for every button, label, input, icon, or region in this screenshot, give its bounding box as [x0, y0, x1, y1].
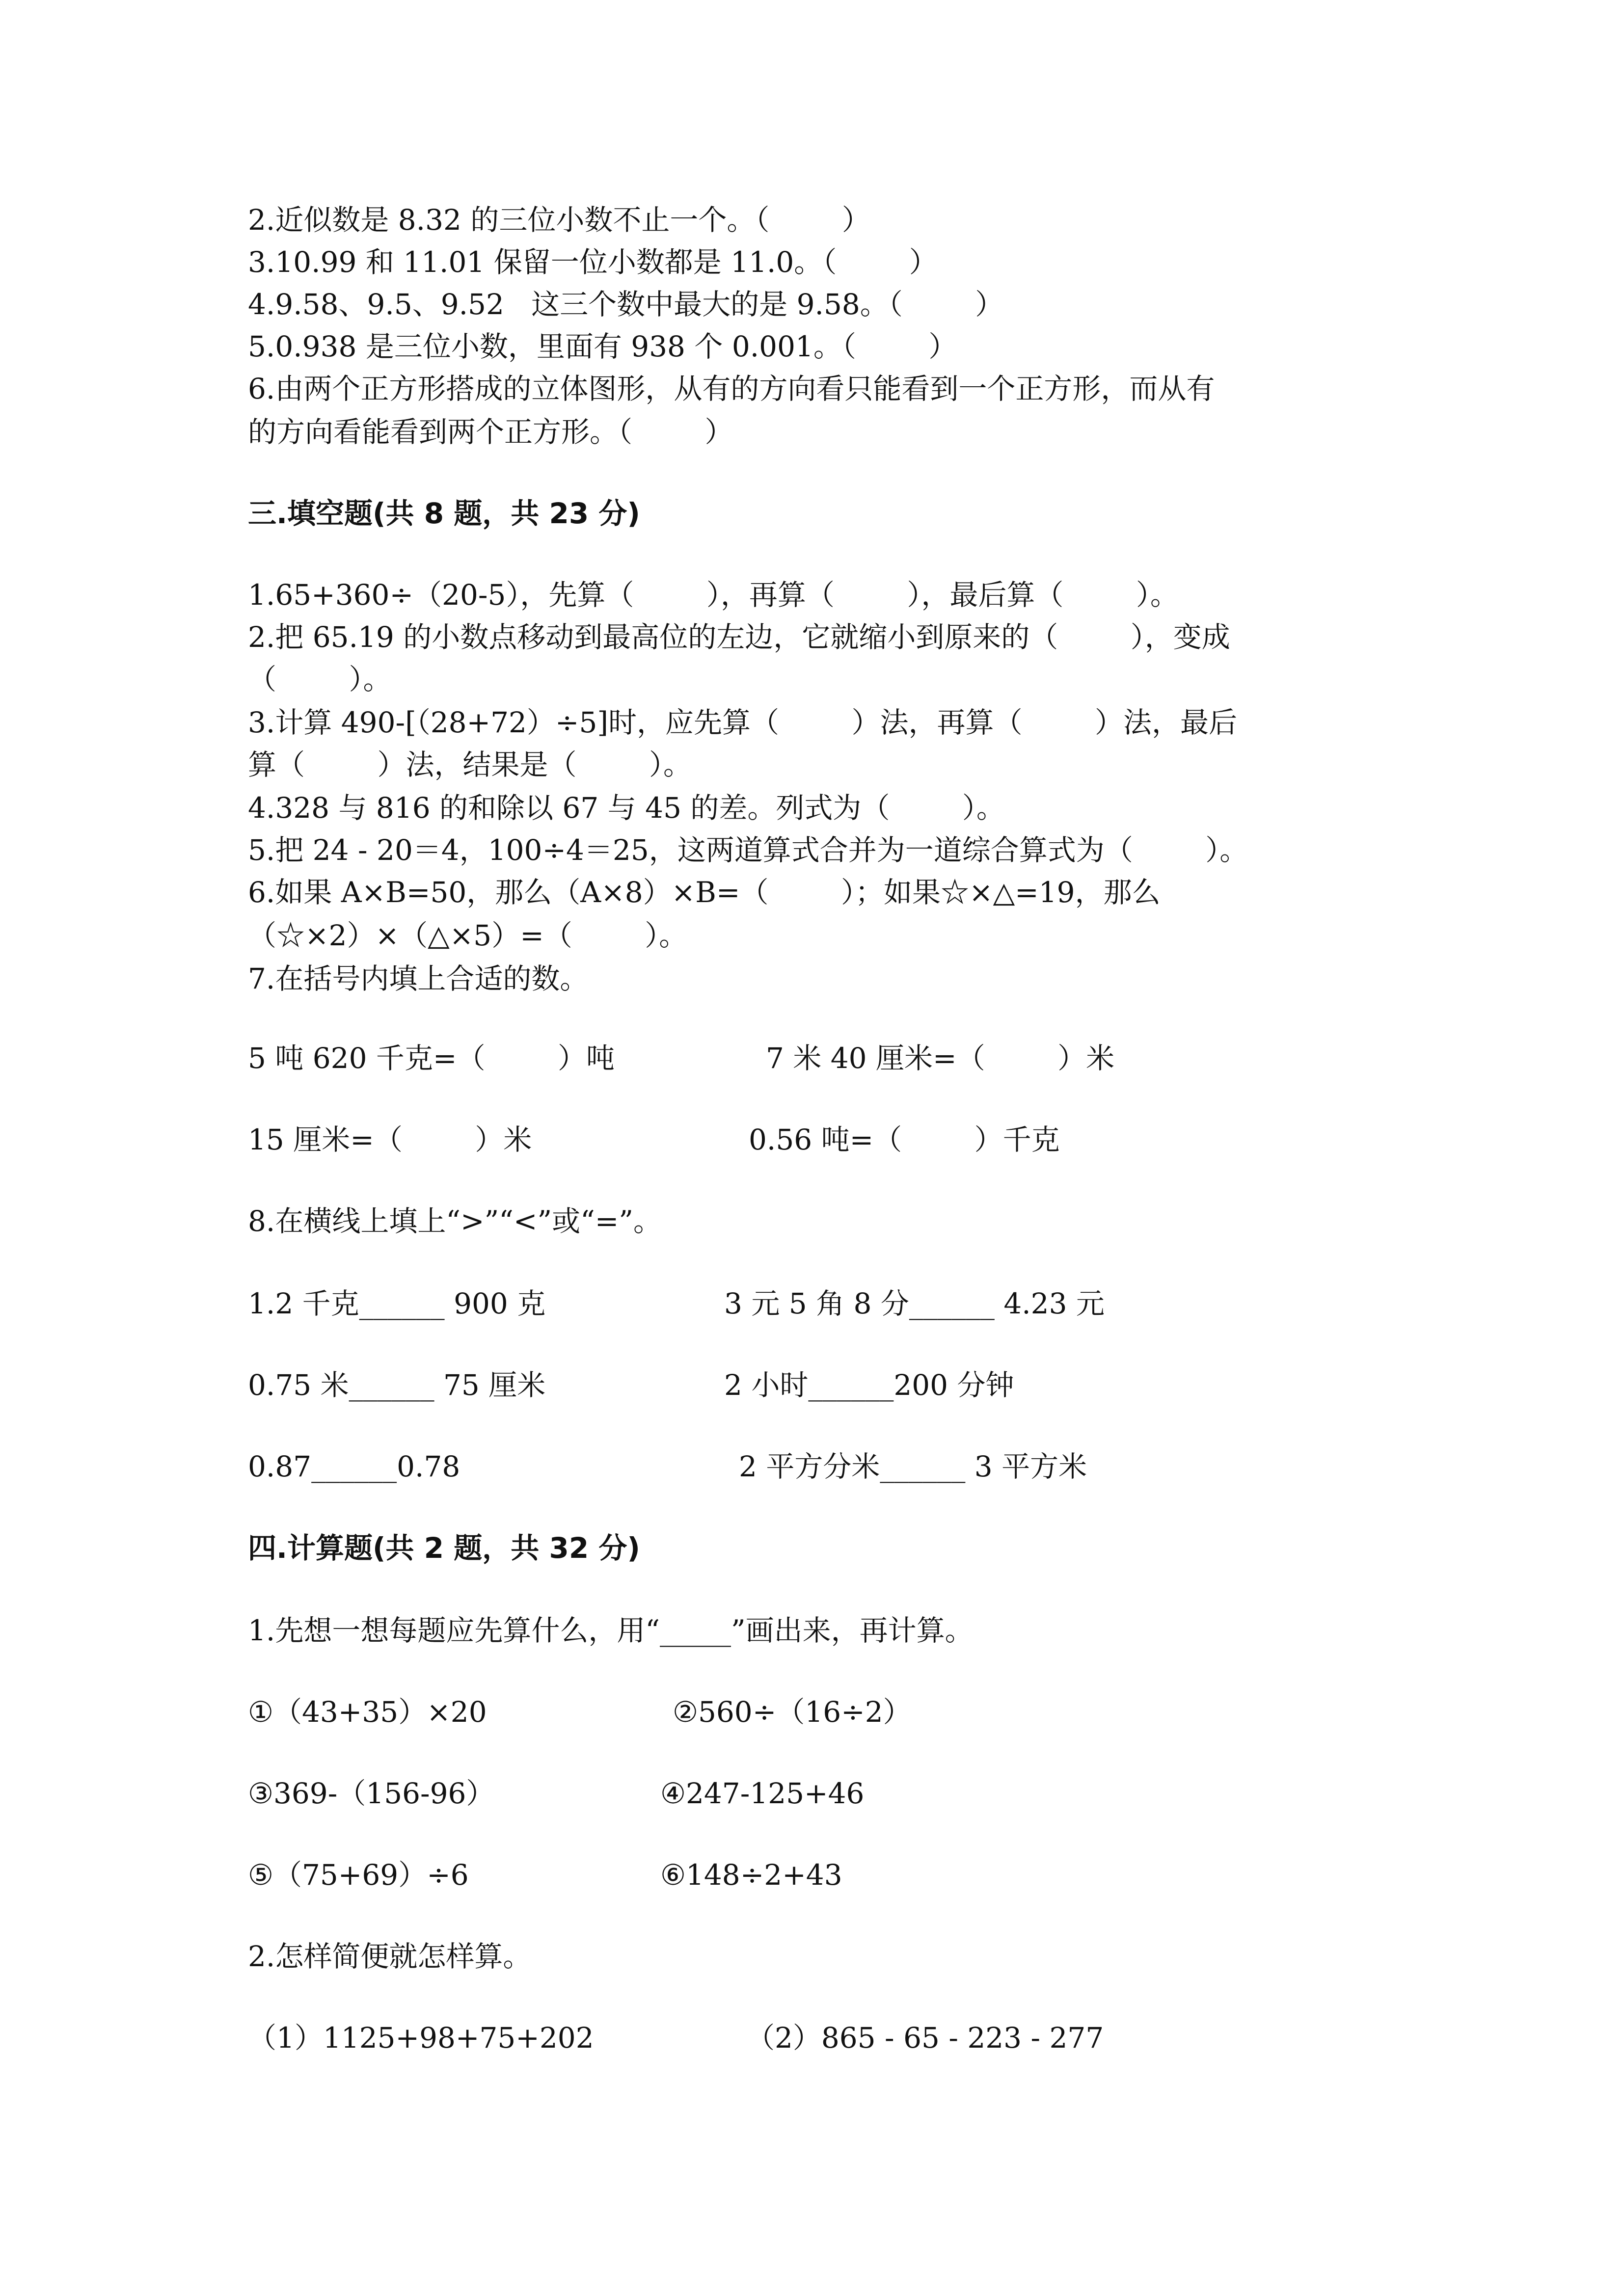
- judgment-item-4: 4.9.58、9.5、9.52 这三个数中最大的是 9.58。（ ）: [248, 288, 1004, 321]
- calc-q1-item-4: ④247-125+46: [660, 1777, 865, 1810]
- fill-item-7: 7.在括号内填上合适的数。: [248, 962, 589, 995]
- unit-conversion-2: 7 米 40 厘米=（ ）米: [766, 1041, 1115, 1075]
- compare-4: 2 小时______200 分钟: [724, 1368, 1014, 1402]
- judgment-item-6-line2: 的方向看能看到两个正方形。（ ）: [248, 415, 733, 449]
- unit-conversion-4: 0.56 吨=（ ）千克: [749, 1123, 1060, 1156]
- judgment-item-5: 5.0.938 是三位小数，里面有 938 个 0.001。（ ）: [248, 330, 957, 363]
- fill-item-5: 5.把 24 - 20＝4，100÷4＝25，这两道算式合并为一道综合算式为（ ）。: [248, 833, 1248, 867]
- compare-5: 0.87______0.78: [248, 1450, 460, 1483]
- compare-3: 0.75 米______ 75 厘米: [248, 1368, 546, 1402]
- unit-conversion-1: 5 吨 620 千克=（ ）吨: [248, 1041, 615, 1075]
- fill-section-heading: 三.填空题(共 8 题，共 23 分): [248, 497, 640, 530]
- calc-q1-item-5: ⑤（75+69）÷6: [248, 1858, 469, 1892]
- compare-6: 2 平方分米______ 3 平方米: [739, 1450, 1087, 1483]
- fill-item-4: 4.328 与 816 的和除以 67 与 45 的差。列式为（ ）。: [248, 791, 1005, 825]
- fill-item-1: 1.65+360÷（20-5），先算（ ），再算（ ），最后算（ ）。: [248, 578, 1179, 612]
- judgment-item-3: 3.10.99 和 11.01 保留一位小数都是 11.0。（ ）: [248, 245, 938, 279]
- calc-q2-item-2: （2）865 - 65 - 223 - 277: [746, 2021, 1104, 2055]
- fill-item-3-line2: 算（ ）法，结果是（ ）。: [248, 748, 692, 781]
- calc-q1-item-1: ①（43+35）×20: [248, 1695, 487, 1729]
- calc-q1-item-6: ⑥148÷2+43: [660, 1858, 842, 1892]
- calc-q2-title: 2.怎样简便就怎样算。: [248, 1940, 532, 1973]
- fill-item-2-line1: 2.把 65.19 的小数点移动到最高位的左边，它就缩小到原来的（ ），变成: [248, 620, 1230, 654]
- calc-q2-item-1: （1）1125+98+75+202: [248, 2021, 594, 2055]
- compare-1: 1.2 千克______ 900 克: [248, 1287, 546, 1320]
- calc-section-heading: 四.计算题(共 2 题，共 32 分): [248, 1531, 640, 1565]
- fill-item-8: 8.在横线上填上“>”“<”或“=”。: [248, 1204, 662, 1238]
- calc-q1-title: 1.先想一想每题应先算什么，用“_____”画出来，再计算。: [248, 1614, 974, 1647]
- calc-q1-item-2: ②560÷（16÷2）: [673, 1695, 912, 1729]
- judgment-item-2: 2.近似数是 8.32 的三位小数不止一个。（ ）: [248, 203, 870, 237]
- unit-conversion-3: 15 厘米=（ ）米: [248, 1123, 532, 1156]
- fill-item-6-line2: （☆×2）×（△×5）=（ ）。: [248, 919, 688, 952]
- fill-item-6-line1: 6.如果 A×B=50，那么（A×8）×B=（ ）；如果☆×△=19，那么: [248, 876, 1161, 909]
- calc-q1-item-3: ③369-（156-96）: [248, 1777, 495, 1810]
- judgment-item-6-line1: 6.由两个正方形搭成的立体图形，从有的方向看只能看到一个正方形，而从有: [248, 372, 1215, 405]
- fill-item-2-line2: （ ）。: [248, 663, 392, 696]
- compare-2: 3 元 5 角 8 分______ 4.23 元: [724, 1287, 1105, 1320]
- fill-item-3-line1: 3.计算 490-[（28+72）÷5]时，应先算（ ）法，再算（ ）法，最后: [248, 706, 1238, 739]
